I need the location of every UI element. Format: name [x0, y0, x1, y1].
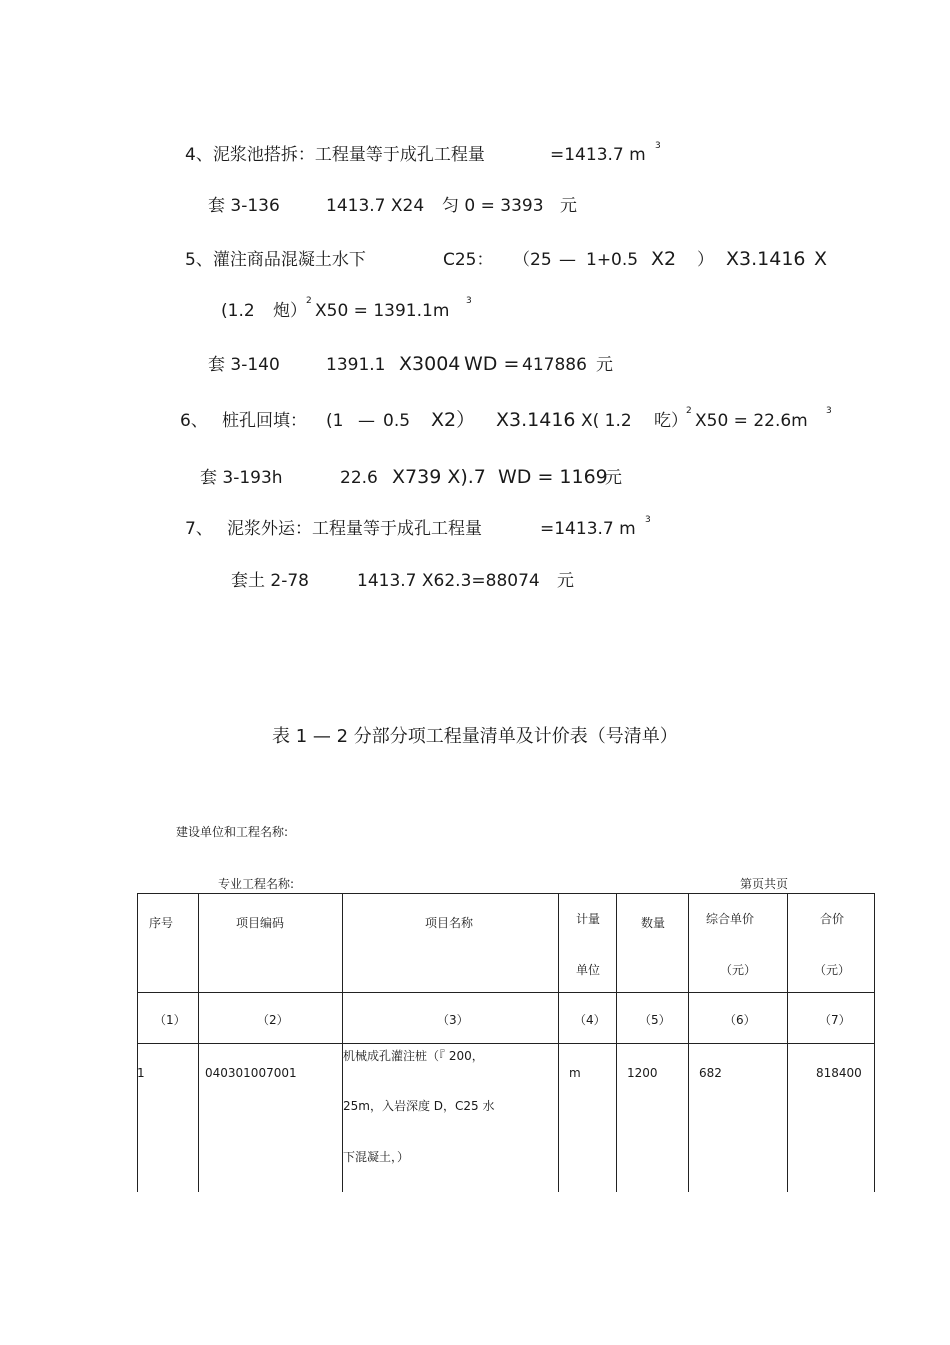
- calc-line-7-price: [231, 573, 591, 597]
- header-unit-price: 综合单价 （元）: [689, 894, 788, 993]
- calc-line-6: [180, 406, 840, 437]
- item-number: 6、: [180, 411, 208, 431]
- calc-line-5: [185, 248, 845, 276]
- header-unit: 计量 单位: [559, 894, 617, 993]
- currency-unit: 元: [560, 196, 577, 216]
- bill-of-quantities-table: [137, 893, 875, 1192]
- superscript: 3: [826, 406, 832, 416]
- calc-line-5-price: [208, 353, 628, 381]
- calc-term: X2）: [431, 409, 476, 431]
- superscript: 3: [655, 141, 661, 151]
- calc-result: 匀 0 = 3393: [442, 196, 544, 216]
- calc-term: X739 X).7: [392, 466, 486, 488]
- row-unit-price: 682: [689, 1044, 788, 1192]
- index-cell: （5）: [617, 993, 689, 1044]
- calc-term: 0.5: [383, 411, 411, 431]
- calc-line-5-cont: [221, 296, 521, 327]
- header-name: 项目名称: [343, 894, 559, 993]
- superscript: 3: [645, 515, 651, 525]
- quota-code: 套 3-193h: [200, 468, 283, 488]
- calc-heading: 泥浆外运：工程量等于成孔工程量: [227, 519, 482, 539]
- calc-term: X: [814, 248, 828, 270]
- calc-term: 1+0.5: [586, 250, 639, 270]
- calc-term: X2: [651, 248, 677, 270]
- index-cell: （1）: [138, 993, 199, 1044]
- row-seq: 1: [138, 1044, 199, 1192]
- index-cell: （4）: [559, 993, 617, 1044]
- currency-unit: 元: [605, 468, 622, 488]
- calc-heading: 5、灌注商品混凝土水下: [185, 250, 366, 270]
- calc-term: 22.6: [340, 468, 378, 488]
- superscript: 2: [686, 406, 692, 416]
- quota-code: 套土 2-78: [231, 571, 309, 591]
- table-row: [138, 1044, 875, 1192]
- currency-unit: 元: [557, 571, 574, 591]
- calc-expression: 1413.7 X62.3=88074: [357, 571, 540, 591]
- superscript: 3: [466, 296, 472, 306]
- calc-value: X50 = 1391.1m: [315, 301, 450, 321]
- calc-term: X3.1416: [496, 409, 576, 431]
- calc-value: X50 = 22.6m: [695, 411, 808, 431]
- specialty-label: 专业工程名称:: [218, 877, 295, 891]
- quota-code: 套 3-136: [208, 196, 280, 216]
- calc-term: 1391.1: [326, 355, 386, 375]
- calc-term: X3.1416: [726, 248, 806, 270]
- header-code: 项目编码: [199, 894, 343, 993]
- calc-heading: 桩孔回填：: [222, 411, 307, 431]
- concrete-grade: C25：: [443, 250, 494, 270]
- calc-term: (1.2: [221, 301, 255, 321]
- row-unit: m: [559, 1044, 617, 1192]
- index-cell: （6）: [689, 993, 788, 1044]
- calc-term: （25: [513, 250, 552, 270]
- header-seq: 序号: [138, 894, 199, 993]
- calc-term: —: [559, 250, 576, 270]
- item-number: 7、: [185, 519, 213, 539]
- page-counter: 第页共页: [740, 877, 789, 891]
- calc-line-7: [185, 515, 665, 545]
- owner-label: 建设单位和工程名称:: [176, 825, 289, 839]
- table-index-row: [138, 993, 875, 1044]
- calc-line-6-price: [200, 466, 640, 494]
- header-qty: 数量: [617, 894, 689, 993]
- calc-result: WD = 1169: [498, 466, 608, 488]
- calc-term: 炮）: [273, 301, 307, 321]
- calc-term: WD =: [464, 353, 520, 375]
- row-qty: 1200: [617, 1044, 689, 1192]
- calc-term: X3004: [399, 353, 461, 375]
- calc-term: —: [358, 411, 375, 431]
- calc-term: ）: [697, 250, 714, 270]
- calc-term: 吃）: [654, 411, 688, 431]
- index-cell: （3）: [343, 993, 559, 1044]
- superscript: 2: [306, 296, 312, 306]
- quota-code: 套 3-140: [208, 355, 280, 375]
- row-code: 040301007001: [199, 1044, 343, 1192]
- currency-unit: 元: [596, 355, 613, 375]
- index-cell: （7）: [788, 993, 875, 1044]
- calc-value: =1413.7 m: [550, 145, 646, 165]
- calc-heading: 4、泥浆池搭拆：工程量等于成孔工程量: [185, 145, 485, 165]
- calc-term: X( 1.2: [581, 411, 632, 431]
- calc-result: 417886: [522, 355, 587, 375]
- calc-expression: 1413.7 X24: [326, 196, 425, 216]
- calc-term: (1: [326, 411, 344, 431]
- header-total: 合价 （元）: [788, 894, 875, 993]
- row-total: 818400: [788, 1044, 875, 1192]
- table-header-row: [138, 894, 875, 993]
- table-title: 表 1 — 2 分部分项工程量清单及计价表（号清单）: [272, 726, 678, 747]
- index-cell: （2）: [199, 993, 343, 1044]
- calc-line-4-price: [208, 198, 608, 222]
- calc-value: =1413.7 m: [540, 519, 636, 539]
- row-name: 机械成孔灌注桩（『 200， 25m，入岩深度 D，C25 水 下混凝土，）: [343, 1044, 559, 1192]
- calc-line-4: [185, 141, 685, 171]
